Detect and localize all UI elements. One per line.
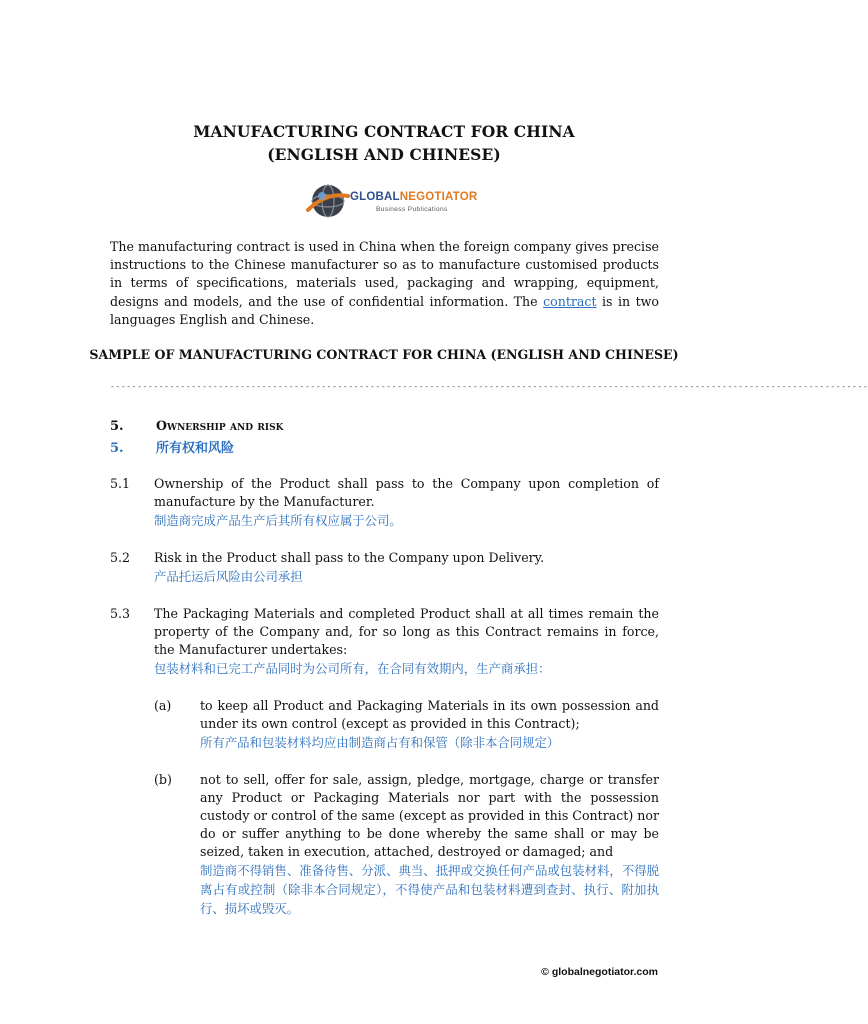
subclause-number: (b) <box>154 772 172 787</box>
intro-text-end: is in two languages English and Chinese. <box>110 293 659 327</box>
document-title: MANUFACTURING CONTRACT FOR CHINA <box>193 122 575 141</box>
subclause-text-en: not to sell, offer for sale, assign, pledge, mortgage, charge or transfer any Product or Packaging Materials nor part with the possession custody or control of the same (except as provided in this Contract) nor do or suffer anything to be done whereby the same shall or may be seized, taken in execution, attached, destroyed or damaged; and <box>200 772 659 859</box>
subclause-b <box>154 771 659 918</box>
subclause-number: (a) <box>154 698 172 713</box>
section-number-zh: 5. <box>110 441 124 456</box>
clause-number: 5.3 <box>110 606 131 621</box>
subclause-a <box>154 697 659 752</box>
intro-paragraph <box>110 238 659 329</box>
clause-5-3 <box>110 605 659 678</box>
section-number: 5. <box>110 419 124 434</box>
clause-text-zh: 包装材料和已完工产品同时为公司所有，在合同有效期内，生产商承担： <box>154 661 551 676</box>
globalnegotiator-logo[interactable] <box>306 180 478 222</box>
section-title-zh: 所有权和风险 <box>156 441 235 456</box>
document-subtitle: (ENGLISH AND CHINESE) <box>267 145 501 164</box>
clause-number: 5.1 <box>110 476 131 491</box>
globe-icon <box>306 180 350 222</box>
clause-5-2 <box>110 549 659 586</box>
clause-number: 5.2 <box>110 550 131 565</box>
section-heading-en <box>110 418 283 434</box>
clause-text-en: Ownership of the Product shall pass to the Company upon completion of manufacture by the Manufacturer. <box>154 476 659 509</box>
subclause-text-zh: 制造商不得销售、准备待售、分派、典当、抵押或交换任何产品或包装材料，不得脱离占有或控制（除非本合同规定），不得使产品和包装材料遭到查封、执行、附加执行、损坏或毁灭。 <box>200 863 659 916</box>
clause-5-1 <box>110 475 659 530</box>
clause-text-zh: 制造商完成产品生产后其所有权应属于公司。 <box>154 513 402 528</box>
logo-wordmark: GLOBALNEGOTIATOR <box>350 191 478 203</box>
logo-tagline: Business Publications <box>376 206 448 213</box>
divider-line: -------------------------------------------------------------------------------------------------------------------------------------------- <box>110 382 868 391</box>
copyright-footer: © globalnegotiator.com <box>541 966 658 978</box>
intro-text: The manufacturing contract is used in China when the foreign company gives precise instructions to the Chinese manufacturer so as to manufacture customised products in terms of specifications, materials used, packaging and wrapping, equipment, designs and models, and the use of confidential information. The <box>110 239 659 309</box>
section-title-en: Ownership and risk <box>156 418 284 433</box>
clause-text-en: The Packaging Materials and completed Product shall at all times remain the property of the Company and, for so long as this Contract remains in force, the Manufacturer undertakes: <box>154 606 659 657</box>
contract-link[interactable]: contract <box>543 293 597 309</box>
subclause-text-en: to keep all Product and Packaging Materials in its own possession and under its own control (except as provided in this Contract); <box>200 698 659 731</box>
subclause-text-zh: 所有产品和包装材料均应由制造商占有和保管（除非本合同规定） <box>200 735 560 750</box>
clause-text-zh: 产品托运后风险由公司承担 <box>154 569 303 584</box>
clause-text-en: Risk in the Product shall pass to the Company upon Delivery. <box>154 550 545 565</box>
section-heading-zh <box>110 437 234 456</box>
sample-heading: SAMPLE OF MANUFACTURING CONTRACT FOR CHINA (ENGLISH AND CHINESE) <box>89 347 679 362</box>
